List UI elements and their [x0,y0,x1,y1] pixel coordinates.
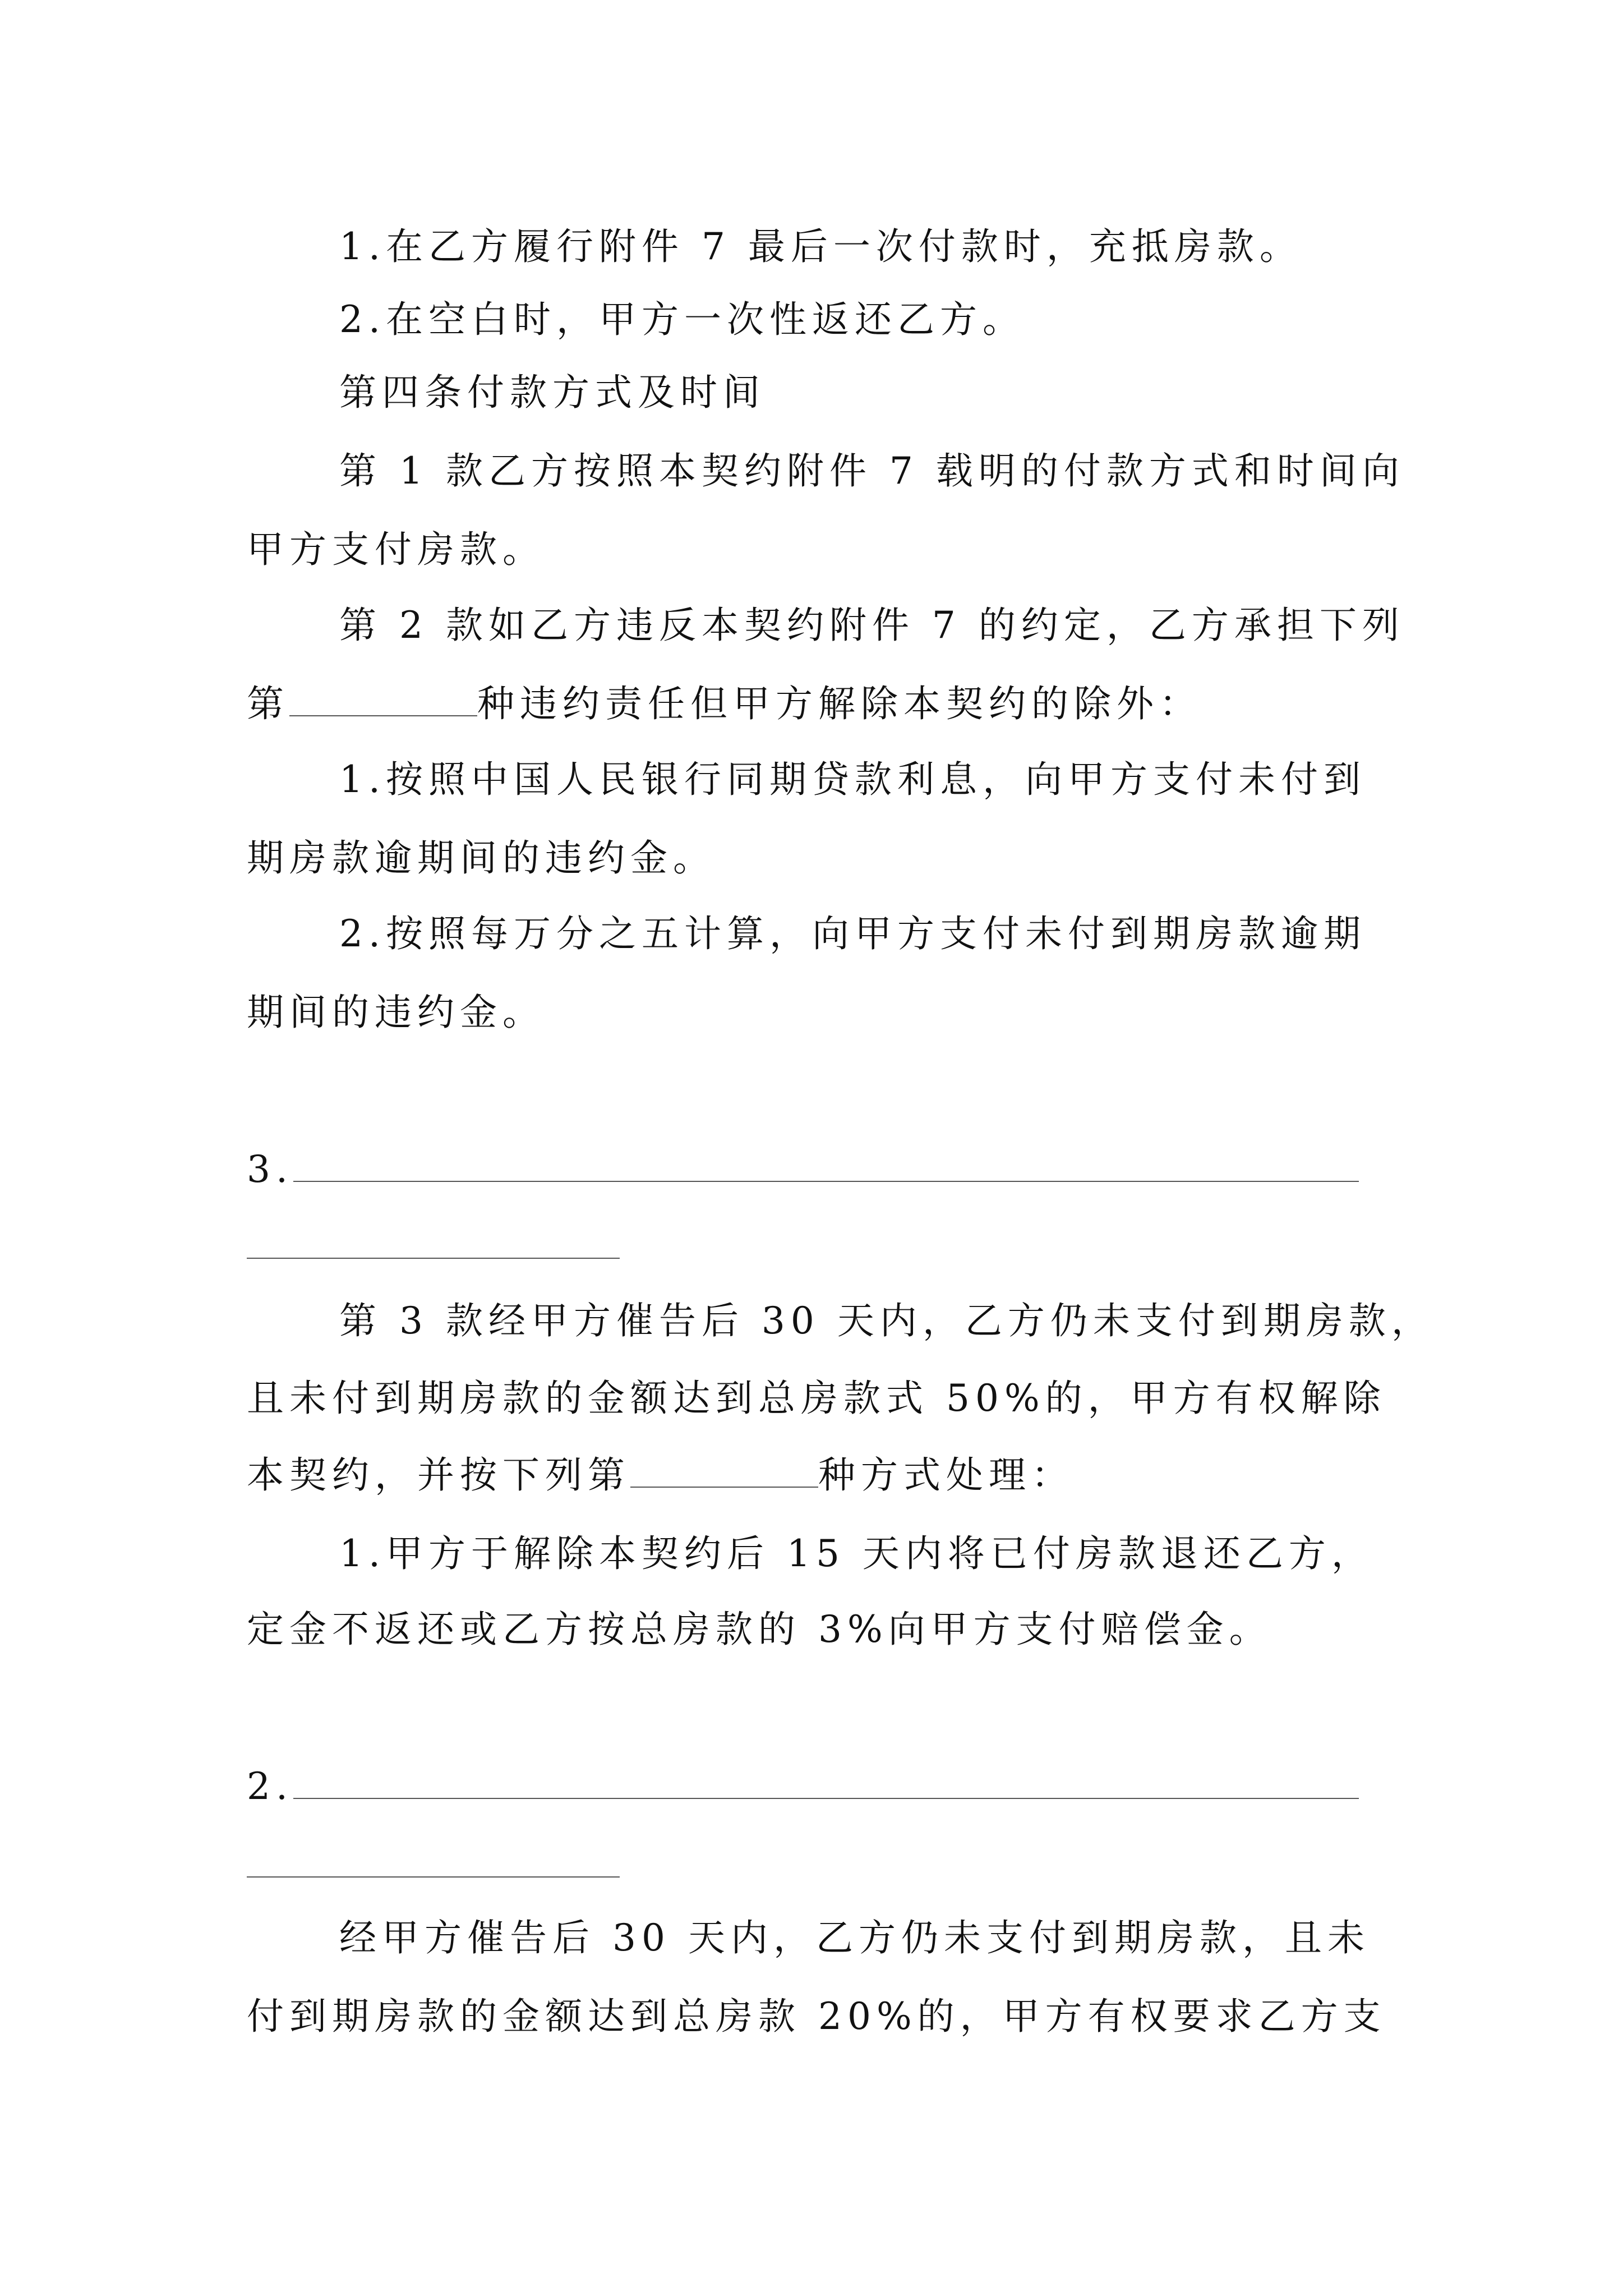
paragraph-line: 第 2 款如乙方违反本契约附件 7 的约定，乙方承担下列 [339,604,1405,647]
clause-item-2 [247,1761,1359,1812]
clause-item-2: 2.按照每万分之五计算，向甲方支付未付到期房款逾期 [339,912,1366,955]
item-number: 2. [247,1765,293,1808]
clause-item-2: 2.在空白时，甲方一次性返还乙方。 [339,298,1025,341]
paragraph-line: 期房款逾期间的违约金。 [247,836,716,880]
paragraph-line: 付到期房款的金额达到总房款 20%的，甲方有权要求乙方支 [247,1995,1386,2038]
clause-item-1: 1.按照中国人民银行同期贷款利息，向甲方支付未付到 [339,758,1366,801]
fill-in-blank[interactable] [289,680,477,716]
text-fragment: 第 [247,682,289,725]
item-number: 3. [247,1148,293,1191]
paragraph-line: 第 3 款经甲方催告后 30 天内，乙方仍未支付到期房款， [339,1299,1434,1342]
paragraph-line: 经甲方催告后 30 天内，乙方仍未支付到期房款，且未 [339,1916,1370,1959]
clause-item-1: 1.甲方于解除本契约后 15 天内将已付房款退还乙方， [339,1532,1374,1575]
clause-item-3 [247,1144,1359,1195]
paragraph-line [247,1450,1074,1501]
paragraph-line: 期间的违约金。 [247,991,545,1034]
text-fragment: 种方式处理： [818,1453,1074,1497]
fill-in-line-continuation[interactable] [247,1258,620,1259]
paragraph-line: 第 1 款乙方按照本契约附件 7 载明的付款方式和时间向 [339,449,1405,493]
clause-item-1: 1.在乙方履行附件 7 最后一次付款时，充抵房款。 [339,225,1302,268]
fill-in-line[interactable] [293,1146,1359,1182]
paragraph-line: 且未付到期房款的金额达到总房款式 50%的，甲方有权解除 [247,1377,1386,1420]
text-fragment: 种违约责任但甲方解除本契约的除外： [477,682,1202,725]
paragraph-line: 定金不返还或乙方按总房款的 3%向甲方支付赔偿金。 [247,1608,1272,1651]
paragraph-line: 甲方支付房款。 [247,528,545,571]
fill-in-blank[interactable] [630,1452,818,1488]
article-heading: 第四条付款方式及时间 [339,371,766,414]
text-fragment: 本契约，并按下列第 [247,1453,630,1497]
paragraph-line [247,679,1202,729]
fill-in-line-continuation[interactable] [247,1876,620,1878]
fill-in-line[interactable] [293,1763,1359,1799]
